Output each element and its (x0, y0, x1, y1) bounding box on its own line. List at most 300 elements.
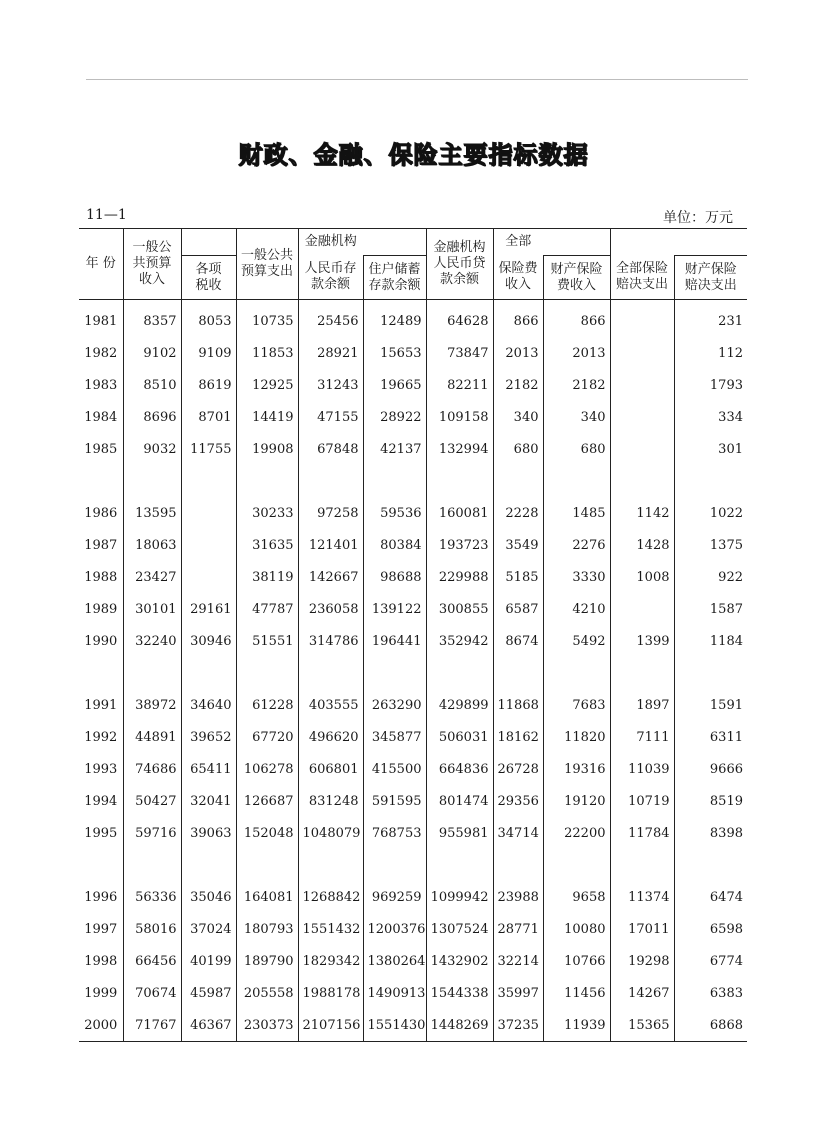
page-title: 财政、金融、保险主要指标数据 (238, 140, 589, 169)
value-cell: 58016 (123, 913, 181, 945)
value-cell: 1551430 (363, 1009, 426, 1042)
value-cell: 10735 (236, 300, 298, 338)
value-cell: 334 (674, 401, 747, 433)
value-cell: 42137 (363, 433, 426, 465)
value-cell: 112 (674, 337, 747, 369)
value-cell: 229988 (426, 561, 493, 593)
value-cell: 14419 (236, 401, 298, 433)
table-row (79, 945, 747, 977)
spacer-cell (79, 849, 123, 881)
spacer-cell (181, 849, 236, 881)
value-cell: 25456 (298, 300, 363, 338)
year-cell: 1985 (84, 441, 118, 457)
value-cell: 19298 (610, 945, 674, 977)
table-row (79, 753, 747, 785)
year-cell: 1989 (84, 601, 118, 617)
value-cell: 6383 (674, 977, 747, 1009)
value-cell: 196441 (363, 625, 426, 657)
value-cell: 11039 (610, 753, 674, 785)
spacer-cell (123, 849, 181, 881)
table-row (79, 593, 747, 625)
value-cell: 1448269 (426, 1009, 493, 1042)
value-cell: 6774 (674, 945, 747, 977)
value-cell: 71767 (123, 1009, 181, 1042)
spacer-cell (123, 657, 181, 689)
value-cell: 59716 (123, 817, 181, 849)
value-cell: 1897 (610, 689, 674, 721)
value-cell: 1544338 (426, 977, 493, 1009)
value-cell: 139122 (363, 593, 426, 625)
year-cell: 1996 (84, 889, 118, 905)
value-cell: 1793 (674, 369, 747, 401)
value-cell: 47155 (298, 401, 363, 433)
value-cell: 2228 (493, 497, 543, 529)
value-cell: 160081 (426, 497, 493, 529)
value-cell: 32041 (181, 785, 236, 817)
value-cell: 74686 (123, 753, 181, 785)
table-row (79, 529, 747, 561)
value-cell: 30101 (123, 593, 181, 625)
spacer-cell (123, 465, 181, 497)
value-cell: 12489 (363, 300, 426, 338)
header-tax-revenue: 各项税收 (181, 256, 236, 300)
value-cell: 82211 (426, 369, 493, 401)
value-cell: 50427 (123, 785, 181, 817)
year-cell: 1997 (84, 921, 118, 937)
value-cell: 7683 (543, 689, 610, 721)
value-cell: 37235 (493, 1009, 543, 1042)
value-cell: 11755 (181, 433, 236, 465)
value-cell: 10719 (610, 785, 674, 817)
value-cell: 31635 (236, 529, 298, 561)
year-cell: 1983 (84, 377, 118, 393)
year-cell: 1990 (84, 633, 118, 649)
value-cell: 352942 (426, 625, 493, 657)
value-cell: 340 (543, 401, 610, 433)
value-cell: 1375 (674, 529, 747, 561)
value-cell: 12925 (236, 369, 298, 401)
value-cell: 11939 (543, 1009, 610, 1042)
spacer-cell (674, 657, 747, 689)
value-cell: 1399 (610, 625, 674, 657)
value-cell: 11868 (493, 689, 543, 721)
spacer-cell (363, 657, 426, 689)
value-cell: 10080 (543, 913, 610, 945)
value-cell: 32214 (493, 945, 543, 977)
value-cell: 3549 (493, 529, 543, 561)
value-cell: 263290 (363, 689, 426, 721)
header-premium-income: 保险费收入 (493, 256, 543, 300)
value-cell: 30946 (181, 625, 236, 657)
value-cell: 2276 (543, 529, 610, 561)
value-cell: 1268842 (298, 881, 363, 913)
spacer-cell (236, 657, 298, 689)
value-cell: 15365 (610, 1009, 674, 1042)
value-cell: 768753 (363, 817, 426, 849)
value-cell: 8357 (123, 300, 181, 338)
spacer-cell (426, 849, 493, 881)
stats-table (79, 228, 747, 1042)
value-cell: 11784 (610, 817, 674, 849)
value-cell: 8510 (123, 369, 181, 401)
value-cell: 9032 (123, 433, 181, 465)
value-cell: 193723 (426, 529, 493, 561)
table-row (79, 561, 747, 593)
year-cell: 1986 (84, 505, 118, 521)
value-cell: 46367 (181, 1009, 236, 1042)
value-cell: 61228 (236, 689, 298, 721)
value-cell: 11374 (610, 881, 674, 913)
value-cell: 35997 (493, 977, 543, 1009)
value-cell: 831248 (298, 785, 363, 817)
value-cell: 5185 (493, 561, 543, 593)
value-cell: 11853 (236, 337, 298, 369)
year-cell: 1984 (84, 409, 118, 425)
table-row (79, 337, 747, 369)
table-row (79, 785, 747, 817)
value-cell: 9658 (543, 881, 610, 913)
header-all-group: 全部 (493, 229, 543, 256)
value-cell: 1048079 (298, 817, 363, 849)
spacer-cell (610, 849, 674, 881)
header-property-premium: 财产保险费收入 (543, 256, 610, 300)
value-cell: 39063 (181, 817, 236, 849)
header-blank-5 (674, 229, 747, 256)
value-cell: 30233 (236, 497, 298, 529)
year-cell: 1992 (84, 729, 118, 745)
value-cell: 866 (543, 300, 610, 338)
value-cell: 29161 (181, 593, 236, 625)
value-cell: 80384 (363, 529, 426, 561)
value-cell: 8701 (181, 401, 236, 433)
value-cell: 126687 (236, 785, 298, 817)
year-cell: 1999 (84, 985, 118, 1001)
spacer-cell (674, 849, 747, 881)
value-cell: 1490913 (363, 977, 426, 1009)
value-cell: 28771 (493, 913, 543, 945)
value-cell: 1022 (674, 497, 747, 529)
value-cell: 14267 (610, 977, 674, 1009)
table-row (79, 433, 747, 465)
value-cell: 1380264 (363, 945, 426, 977)
table-row (79, 817, 747, 849)
value-cell: 664836 (426, 753, 493, 785)
value-cell: 340 (493, 401, 543, 433)
table-row (79, 401, 747, 433)
table-row (79, 977, 747, 1009)
year-cell: 2000 (84, 1017, 118, 1033)
value-cell: 23427 (123, 561, 181, 593)
value-cell: 28922 (363, 401, 426, 433)
value-cell: 1829342 (298, 945, 363, 977)
value-cell: 429899 (426, 689, 493, 721)
year-cell: 1987 (84, 537, 118, 553)
table-row (79, 497, 747, 529)
header-rmb-loans: 金融机构人民币贷款余额 (426, 229, 493, 300)
value-cell: 591595 (363, 785, 426, 817)
value-cell: 1307524 (426, 913, 493, 945)
value-cell: 22200 (543, 817, 610, 849)
table-row (79, 625, 747, 657)
spacer-cell (674, 465, 747, 497)
value-cell: 8053 (181, 300, 236, 338)
value-cell: 8674 (493, 625, 543, 657)
spacer-cell (363, 849, 426, 881)
value-cell: 10766 (543, 945, 610, 977)
value-cell: 37024 (181, 913, 236, 945)
spacer-cell (363, 465, 426, 497)
table-code: 11—1 (86, 207, 127, 223)
value-cell: 1591 (674, 689, 747, 721)
value-cell: 31243 (298, 369, 363, 401)
spacer-cell (236, 849, 298, 881)
value-cell: 1988178 (298, 977, 363, 1009)
header-blank-1 (181, 229, 236, 256)
value-cell: 38119 (236, 561, 298, 593)
value-cell: 1200376 (363, 913, 426, 945)
spacer-cell (610, 465, 674, 497)
value-cell: 6598 (674, 913, 747, 945)
value-cell: 9666 (674, 753, 747, 785)
year-cell: 1981 (84, 313, 118, 329)
value-cell: 4210 (543, 593, 610, 625)
table-row (79, 1009, 747, 1042)
value-cell: 9109 (181, 337, 236, 369)
value-cell: 969259 (363, 881, 426, 913)
group-spacer (79, 465, 747, 497)
value-cell: 2107156 (298, 1009, 363, 1042)
value-cell: 11820 (543, 721, 610, 753)
value-cell: 19665 (363, 369, 426, 401)
value-cell: 231 (674, 300, 747, 338)
value-cell: 164081 (236, 881, 298, 913)
year-cell: 1998 (84, 953, 118, 969)
value-cell: 866 (493, 300, 543, 338)
value-cell (610, 433, 674, 465)
header-budget-expenditure: 一般公共预算支出 (236, 229, 298, 300)
year-cell: 1988 (84, 569, 118, 585)
value-cell: 73847 (426, 337, 493, 369)
value-cell: 1551432 (298, 913, 363, 945)
value-cell: 64628 (426, 300, 493, 338)
spacer-cell (493, 849, 543, 881)
value-cell: 189790 (236, 945, 298, 977)
value-cell: 98688 (363, 561, 426, 593)
value-cell: 1428 (610, 529, 674, 561)
value-cell: 1485 (543, 497, 610, 529)
value-cell: 132994 (426, 433, 493, 465)
value-cell: 39652 (181, 721, 236, 753)
value-cell: 19316 (543, 753, 610, 785)
value-cell: 415500 (363, 753, 426, 785)
value-cell (181, 529, 236, 561)
value-cell: 34640 (181, 689, 236, 721)
value-cell: 32240 (123, 625, 181, 657)
value-cell: 106278 (236, 753, 298, 785)
value-cell: 44891 (123, 721, 181, 753)
value-cell: 51551 (236, 625, 298, 657)
spacer-cell (543, 657, 610, 689)
value-cell (181, 497, 236, 529)
spacer-cell (181, 657, 236, 689)
value-cell: 2182 (493, 369, 543, 401)
spacer-cell (493, 657, 543, 689)
spacer-cell (79, 465, 123, 497)
value-cell: 11456 (543, 977, 610, 1009)
spacer-cell (298, 657, 363, 689)
value-cell (610, 593, 674, 625)
value-cell: 70674 (123, 977, 181, 1009)
header-blank-3 (543, 229, 610, 256)
value-cell: 67720 (236, 721, 298, 753)
spacer-cell (610, 657, 674, 689)
value-cell: 496620 (298, 721, 363, 753)
value-cell: 301 (674, 433, 747, 465)
value-cell: 680 (543, 433, 610, 465)
value-cell: 1184 (674, 625, 747, 657)
value-cell: 345877 (363, 721, 426, 753)
year-cell: 1991 (84, 697, 118, 713)
header-financial-institutions-group: 金融机构 (298, 229, 363, 256)
value-cell: 8398 (674, 817, 747, 849)
value-cell: 152048 (236, 817, 298, 849)
value-cell: 506031 (426, 721, 493, 753)
table-row (79, 300, 747, 338)
table-row (79, 369, 747, 401)
value-cell: 13595 (123, 497, 181, 529)
value-cell: 23988 (493, 881, 543, 913)
value-cell: 205558 (236, 977, 298, 1009)
table-row (79, 721, 747, 753)
value-cell: 59536 (363, 497, 426, 529)
value-cell: 2013 (493, 337, 543, 369)
value-cell: 180793 (236, 913, 298, 945)
value-cell: 18063 (123, 529, 181, 561)
header-budget-revenue: 一般公共预算收入 (123, 229, 181, 300)
value-cell: 19120 (543, 785, 610, 817)
year-cell: 1982 (84, 345, 118, 361)
value-cell: 67848 (298, 433, 363, 465)
value-cell: 230373 (236, 1009, 298, 1042)
value-cell: 1008 (610, 561, 674, 593)
value-cell: 2013 (543, 337, 610, 369)
value-cell: 606801 (298, 753, 363, 785)
value-cell: 801474 (426, 785, 493, 817)
value-cell: 6311 (674, 721, 747, 753)
spacer-cell (298, 849, 363, 881)
value-cell: 29356 (493, 785, 543, 817)
value-cell: 922 (674, 561, 747, 593)
value-cell (610, 300, 674, 338)
top-divider (86, 79, 748, 80)
value-cell: 28921 (298, 337, 363, 369)
table-row (79, 689, 747, 721)
value-cell: 1142 (610, 497, 674, 529)
header-blank-2 (363, 229, 426, 256)
spacer-cell (426, 465, 493, 497)
value-cell: 6868 (674, 1009, 747, 1042)
value-cell: 15653 (363, 337, 426, 369)
value-cell: 300855 (426, 593, 493, 625)
value-cell: 8696 (123, 401, 181, 433)
value-cell (610, 337, 674, 369)
value-cell: 38972 (123, 689, 181, 721)
value-cell: 35046 (181, 881, 236, 913)
value-cell: 1432902 (426, 945, 493, 977)
value-cell: 236058 (298, 593, 363, 625)
header-household-savings: 住户储蓄存款余额 (363, 256, 426, 300)
table-body (79, 300, 747, 1042)
spacer-cell (493, 465, 543, 497)
year-cell: 1995 (84, 825, 118, 841)
header-blank-4 (610, 229, 674, 256)
value-cell: 314786 (298, 625, 363, 657)
value-cell: 142667 (298, 561, 363, 593)
value-cell: 97258 (298, 497, 363, 529)
table-row (79, 913, 747, 945)
value-cell (610, 401, 674, 433)
value-cell: 56336 (123, 881, 181, 913)
table-row (79, 881, 747, 913)
header-property-claims: 财产保险赔决支出 (674, 256, 747, 300)
spacer-cell (298, 465, 363, 497)
value-cell: 47787 (236, 593, 298, 625)
value-cell: 6587 (493, 593, 543, 625)
value-cell: 34714 (493, 817, 543, 849)
value-cell: 5492 (543, 625, 610, 657)
value-cell: 9102 (123, 337, 181, 369)
group-spacer (79, 849, 747, 881)
year-cell: 1993 (84, 761, 118, 777)
header-year: 年 份 (85, 256, 116, 271)
value-cell: 7111 (610, 721, 674, 753)
value-cell: 403555 (298, 689, 363, 721)
value-cell: 40199 (181, 945, 236, 977)
value-cell: 26728 (493, 753, 543, 785)
spacer-cell (426, 657, 493, 689)
value-cell: 955981 (426, 817, 493, 849)
value-cell: 45987 (181, 977, 236, 1009)
header-all-claims: 全部保险赔决支出 (610, 256, 674, 300)
value-cell: 2182 (543, 369, 610, 401)
group-spacer (79, 657, 747, 689)
value-cell: 17011 (610, 913, 674, 945)
value-cell: 8519 (674, 785, 747, 817)
year-cell: 1994 (84, 793, 118, 809)
value-cell: 66456 (123, 945, 181, 977)
value-cell: 65411 (181, 753, 236, 785)
value-cell: 6474 (674, 881, 747, 913)
value-cell: 680 (493, 433, 543, 465)
header-rmb-deposits: 人民币存款余额 (298, 256, 363, 300)
value-cell: 109158 (426, 401, 493, 433)
value-cell: 8619 (181, 369, 236, 401)
value-cell (610, 369, 674, 401)
value-cell: 1099942 (426, 881, 493, 913)
spacer-cell (543, 465, 610, 497)
unit-label: 单位：万元 (663, 210, 733, 226)
value-cell: 121401 (298, 529, 363, 561)
value-cell: 18162 (493, 721, 543, 753)
value-cell: 3330 (543, 561, 610, 593)
value-cell: 19908 (236, 433, 298, 465)
spacer-cell (236, 465, 298, 497)
spacer-cell (543, 849, 610, 881)
spacer-cell (79, 657, 123, 689)
value-cell: 1587 (674, 593, 747, 625)
spacer-cell (181, 465, 236, 497)
value-cell (181, 561, 236, 593)
